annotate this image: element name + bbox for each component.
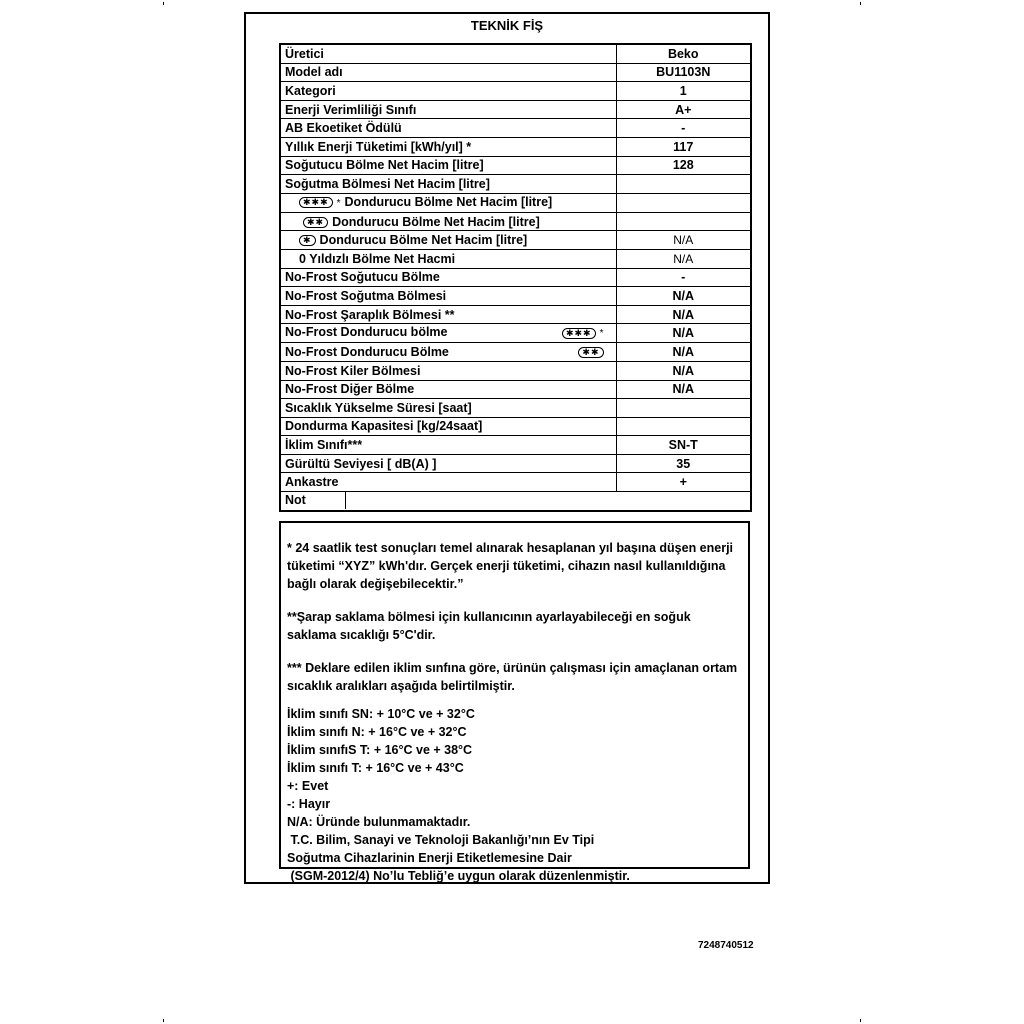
document-code: 7248740512: [698, 940, 754, 951]
spec-label: Dondurma Kapasitesi [kg/24saat]: [280, 417, 616, 436]
spec-row: [280, 454, 751, 473]
spec-row: [280, 399, 751, 418]
spec-row: [280, 343, 751, 362]
spec-label-text: No-Frost Dondurucu Bölme: [285, 345, 449, 360]
technical-sheet-frame: [244, 12, 770, 884]
spec-label: Yıllık Enerji Tüketimi [kWh/yıl] *: [280, 137, 616, 156]
spec-label: No-Frost Diğer Bölme: [280, 380, 616, 399]
spec-value: N/A: [616, 361, 751, 380]
spec-row: [280, 324, 751, 343]
spec-value: 128: [616, 156, 751, 175]
spec-row: [280, 305, 751, 324]
spec-label: Sıcaklık Yükselme Süresi [saat]: [280, 399, 616, 418]
spec-label-text: Dondurucu Bölme Net Hacim [litre]: [319, 233, 528, 248]
spec-label-text: Dondurucu Bölme Net Hacim [litre]: [332, 214, 540, 229]
spec-value: [616, 175, 751, 194]
footnotes-box: [279, 521, 750, 883]
spec-label: Üretici: [280, 44, 616, 63]
climate-line: İklim sınıfı SN: + 10°C ve + 32°C: [287, 707, 475, 721]
spec-label: No-Frost Soğutucu Bölme: [280, 268, 616, 287]
spec-label: AB Ekoetiket Ödülü: [280, 119, 616, 138]
spec-row: [280, 436, 751, 455]
freezer-star-icon: ✱✱✱: [299, 197, 333, 208]
spec-row: [280, 63, 751, 82]
spec-value: 117: [616, 137, 751, 156]
spec-label: [280, 193, 616, 212]
spec-value: +: [616, 473, 751, 492]
spec-value: [616, 212, 751, 231]
freezer-star-icon: ✱: [299, 235, 316, 246]
spec-label: Ankastre: [280, 473, 616, 492]
spec-row: [280, 287, 751, 306]
spec-value: N/A: [616, 343, 751, 362]
spec-label: Gürültü Seviyesi [ dB(A) ]: [280, 454, 616, 473]
freezer-star-icon: ✱✱: [578, 347, 603, 358]
spec-value: N/A: [616, 305, 751, 324]
spec-label: [280, 212, 616, 231]
spec-value: BU1103N: [616, 63, 751, 82]
climate-line: İklim sınıfı N: + 16°C ve + 32°C: [287, 725, 467, 739]
spec-value: 1: [616, 82, 751, 101]
spec-label: Soğutucu Bölme Net Hacim [litre]: [280, 156, 616, 175]
crop-mark-bottom-right: [860, 1019, 861, 1022]
footnote-climate: *** Deklare edilen iklim sınfına göre, ürünün çalışması için amaçlanan ortam sıcaklık aralıkları aşağıda belirtilmiştir.: [287, 661, 738, 693]
spec-label: Model adı: [280, 63, 616, 82]
footnote-energy: * 24 saatlik test sonuçları temel alınarak hesaplanan yıl başına düşen enerji tüketimi “XYZ” kWh'dır. Gerçek enerji tüketimi, cihazın nasıl kullanıldığına bağlı olarak değişebilecektir.”: [287, 541, 734, 591]
spec-row: [280, 380, 751, 399]
climate-line: -: Hayır: [287, 797, 331, 811]
spec-row: [280, 473, 751, 492]
star-suffix: *: [599, 328, 604, 340]
spec-row: [280, 249, 751, 268]
climate-line: +: Evet: [287, 779, 329, 793]
spec-row: [280, 100, 751, 119]
crop-mark-top-right: [860, 2, 861, 5]
spec-table: [279, 43, 752, 512]
spec-value: [616, 399, 751, 418]
spec-row: [280, 175, 751, 194]
spec-row: [280, 212, 751, 231]
climate-line: (SGM-2012/4) No’lu Tebliğ’e uygun olarak düzenlenmiştir.: [287, 869, 630, 883]
footnote-wine: **Şarap saklama bölmesi için kullanıcının ayarlayabileceği en soğuk saklama sıcaklığı 5°C'dir.: [287, 610, 691, 642]
note-row: [280, 492, 751, 511]
spec-label: [280, 324, 616, 343]
spec-value: [616, 193, 751, 212]
spec-value: SN-T: [616, 436, 751, 455]
crop-mark-top-left: [163, 2, 164, 5]
freezer-star-icon: ✱✱: [303, 217, 328, 228]
crop-mark-bottom-left: [163, 1019, 164, 1022]
document-title: TEKNİK FİŞ: [470, 18, 544, 33]
spec-value: N/A: [616, 249, 751, 268]
spec-label: Kategori: [280, 82, 616, 101]
spec-row: [280, 193, 751, 212]
freezer-star-icon: ✱✱✱: [562, 328, 596, 339]
spec-row: [280, 137, 751, 156]
climate-line: İklim sınıfıS T: + 16°C ve + 38°C: [287, 743, 473, 757]
spec-value: N/A: [616, 324, 751, 343]
spec-label: No-Frost Şaraplık Bölmesi **: [280, 305, 616, 324]
spec-row: [280, 268, 751, 287]
spec-label-text: Dondurucu Bölme Net Hacim [litre]: [344, 194, 553, 209]
spec-value: [616, 417, 751, 436]
spec-label: Enerji Verimliliği Sınıfı: [280, 100, 616, 119]
climate-line: T.C. Bilim, Sanayi ve Teknoloji Bakanlığı’nın Ev Tipi: [287, 833, 595, 847]
climate-class-list: [287, 705, 742, 885]
spec-label: No-Frost Soğutma Bölmesi: [280, 287, 616, 306]
spec-value: -: [616, 119, 751, 138]
spec-row: [280, 361, 751, 380]
spec-row: [280, 119, 751, 138]
spec-label-text: No-Frost Dondurucu bölme: [285, 325, 448, 340]
spec-row: [280, 44, 751, 63]
spec-value: 35: [616, 454, 751, 473]
spec-value: N/A: [616, 231, 751, 250]
spec-label: 0 Yıldızlı Bölme Net Hacmi: [280, 249, 616, 268]
spec-label: No-Frost Kiler Bölmesi: [280, 361, 616, 380]
note-value: [346, 492, 750, 509]
spec-row: [280, 82, 751, 101]
spec-label: [280, 343, 616, 362]
spec-label: İklim Sınıfı***: [280, 436, 616, 455]
spec-label: [280, 231, 616, 250]
climate-line: İklim sınıfı T: + 16°C ve + 43°C: [287, 761, 464, 775]
climate-line: Soğutma Cihazlarinin Enerji Etiketlemesine Dair: [287, 851, 572, 865]
spec-value: Beko: [616, 44, 751, 63]
spec-label: Soğutma Bölmesi Net Hacim [litre]: [280, 175, 616, 194]
spec-row: [280, 231, 751, 250]
spec-value: -: [616, 268, 751, 287]
spec-row: [280, 156, 751, 175]
climate-line: N/A: Üründe bulunmamaktadır.: [287, 815, 471, 829]
spec-row: [280, 417, 751, 436]
spec-value: N/A: [616, 380, 751, 399]
star-suffix: *: [336, 197, 341, 209]
note-label: Not: [281, 492, 346, 509]
spec-value: N/A: [616, 287, 751, 306]
spec-value: A+: [616, 100, 751, 119]
